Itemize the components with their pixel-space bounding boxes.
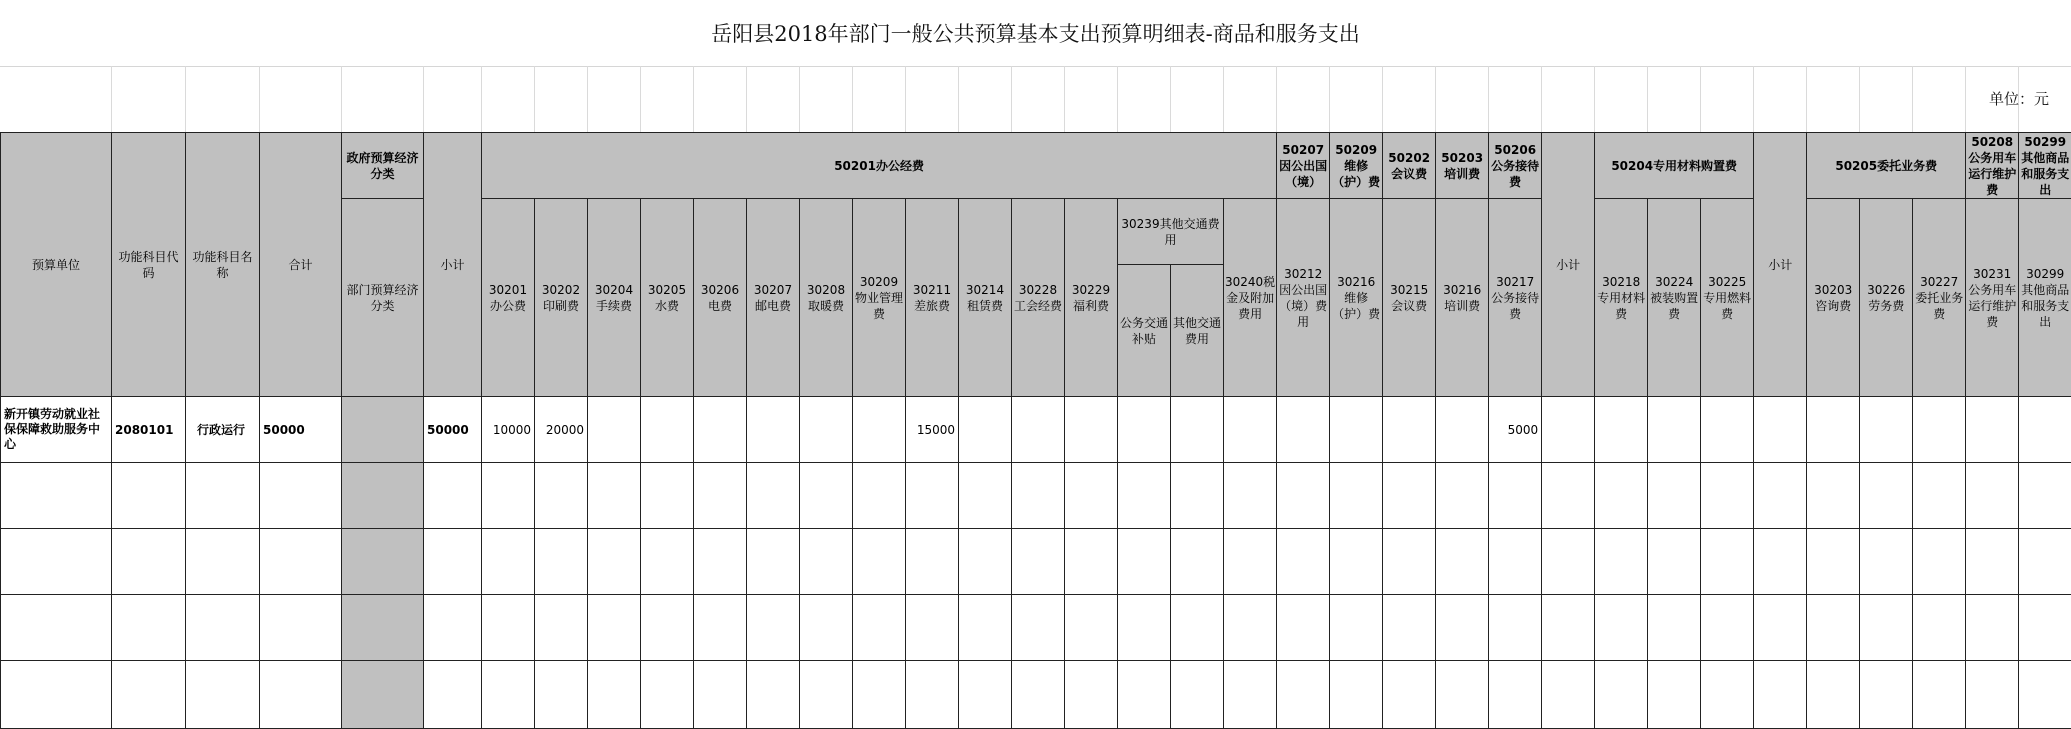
sheet-title: 岳阳县2018年部门一般公共预算基本支出预算明细表-商品和服务支出: [0, 0, 2071, 67]
grid-line: [1382, 66, 1383, 132]
header-gov-econ: 政府预算经济分类: [342, 133, 424, 199]
header-30231: 30231公务用车运行维护费: [1966, 199, 2019, 397]
header-30207: 30207邮电费: [747, 199, 800, 397]
grid-line: [341, 66, 342, 132]
cell-30224: [1648, 397, 1701, 463]
grid-line: [1488, 66, 1489, 132]
header-50204: 50204专用材料购置费: [1595, 133, 1754, 199]
table-row: [1, 529, 2071, 595]
grid-line: [958, 66, 959, 132]
grid-line: [1011, 66, 1012, 132]
cell-30231: [1966, 397, 2019, 463]
header-30239: 30239其他交通费用: [1118, 199, 1224, 265]
grid-line: [1276, 66, 1277, 132]
grid-line: [1594, 66, 1595, 132]
unit-label: 单位：元: [1989, 88, 2049, 109]
header-30216-repair: 30216维修（护）费: [1330, 199, 1383, 397]
header-30211: 30211差旅费: [906, 199, 959, 397]
cell-30211: 15000: [906, 397, 959, 463]
cell-30212: [1277, 397, 1330, 463]
header-30218: 30218专用材料费: [1595, 199, 1648, 397]
grid-line: [693, 66, 694, 132]
header-30215: 30215会议费: [1383, 199, 1436, 397]
grid-line: [1064, 66, 1065, 132]
cell-30206: [694, 397, 747, 463]
grid-line: [905, 66, 906, 132]
header-dept-econ: 部门预算经济分类: [342, 199, 424, 397]
header-30208: 30208取暖费: [800, 199, 853, 397]
grid-line: [1912, 66, 1913, 132]
cell-30227: [1913, 397, 1966, 463]
cell-unit: 新开镇劳动就业社保保障救助服务中心: [1, 397, 112, 463]
header-30228: 30228工会经费: [1012, 199, 1065, 397]
header-subtotal-2: 小计: [1542, 133, 1595, 397]
header-30206: 30206电费: [694, 199, 747, 397]
header-30226: 30226劳务费: [1860, 199, 1913, 397]
grid-line: [1806, 66, 1807, 132]
cell-30299: [2019, 397, 2071, 463]
grid-line: [534, 66, 535, 132]
header-subtotal-3: 小计: [1754, 133, 1807, 397]
header-30225: 30225专用燃料费: [1701, 199, 1754, 397]
grid-line: [746, 66, 747, 132]
header-30217: 30217公务接待费: [1489, 199, 1542, 397]
table-row: [1, 463, 2071, 529]
header-30227: 30227委托业务费: [1913, 199, 1966, 397]
cell-30215: [1383, 397, 1436, 463]
header-50207: 50207因公出国（境）: [1277, 133, 1330, 199]
header-50209: 50209维修（护）费: [1330, 133, 1383, 199]
cell-30226: [1860, 397, 1913, 463]
table-row: [1, 397, 2071, 463]
cell-30218: [1595, 397, 1648, 463]
grid-line: [1117, 66, 1118, 132]
cell-30240: [1224, 397, 1277, 463]
grid-line: [481, 66, 482, 132]
header-func-code: 功能科目代码: [112, 133, 186, 397]
cell-30228: [1012, 397, 1065, 463]
cell-30216-training: [1436, 397, 1489, 463]
table-row: [1, 595, 2071, 661]
header-30299: 30299其他商品和服务支出: [2019, 199, 2071, 397]
grid-line: [1647, 66, 1648, 132]
grid-line: [852, 66, 853, 132]
cell-dept-econ: [342, 397, 424, 463]
header-50299: 50299其他商品和服务支出: [2019, 133, 2071, 199]
grid-line: [1223, 66, 1224, 132]
grid-line: [259, 66, 260, 132]
header-30229: 30229福利费: [1065, 199, 1118, 397]
grid-line: [1329, 66, 1330, 132]
header-50201: 50201办公经费: [482, 133, 1277, 199]
header-30203: 30203咨询费: [1807, 199, 1860, 397]
header-func-name: 功能科目名称: [186, 133, 260, 397]
header-50202: 50202会议费: [1383, 133, 1436, 199]
cell-total: 50000: [260, 397, 342, 463]
grid-line: [640, 66, 641, 132]
cell-30207: [747, 397, 800, 463]
cell-func-name: 行政运行: [186, 397, 260, 463]
header-30224: 30224被装购置费: [1648, 199, 1701, 397]
cell-subtotal-2: [1542, 397, 1595, 463]
header-30204: 30204手续费: [588, 199, 641, 397]
grid-line: [423, 66, 424, 132]
grid-line: [1700, 66, 1701, 132]
cell-30239-other: [1171, 397, 1224, 463]
grid-line: [1541, 66, 1542, 132]
grid-line: [587, 66, 588, 132]
cell-30225: [1701, 397, 1754, 463]
cell-subtotal-3: [1754, 397, 1807, 463]
header-30201: 30201办公费: [482, 199, 535, 397]
cell-30201: 10000: [482, 397, 535, 463]
cell-30203: [1807, 397, 1860, 463]
grid-line: [111, 66, 112, 132]
header-subtotal: 小计: [424, 133, 482, 397]
cell-30208: [800, 397, 853, 463]
header-30202: 30202印刷费: [535, 199, 588, 397]
header-total: 合计: [260, 133, 342, 397]
header-50206: 50206公务接待费: [1489, 133, 1542, 199]
cell-30205: [641, 397, 694, 463]
header-row-1: [1, 133, 2071, 199]
cell-30216-repair: [1330, 397, 1383, 463]
header-30239-other: 其他交通费用: [1171, 265, 1224, 397]
grid-line: [1965, 66, 1966, 132]
header-50203: 50203培训费: [1436, 133, 1489, 199]
grid-line: [1859, 66, 1860, 132]
header-30216-training: 30216培训费: [1436, 199, 1489, 397]
cell-30209: [853, 397, 906, 463]
grid-line: [1753, 66, 1754, 132]
cell-30217: 5000: [1489, 397, 1542, 463]
header-30240: 30240税金及附加费用: [1224, 199, 1277, 397]
header-50205: 50205委托业务费: [1807, 133, 1966, 199]
grid-line: [185, 66, 186, 132]
grid-line: [1435, 66, 1436, 132]
cell-30204: [588, 397, 641, 463]
cell-30202: 20000: [535, 397, 588, 463]
header-30214: 30214租赁费: [959, 199, 1012, 397]
budget-table: [0, 132, 2071, 729]
header-50208: 50208公务用车运行维护费: [1966, 133, 2019, 199]
cell-subtotal: 50000: [424, 397, 482, 463]
header-30239-official: 公务交通补贴: [1118, 265, 1171, 397]
cell-func-code: 2080101: [112, 397, 186, 463]
header-30205: 30205水费: [641, 199, 694, 397]
cell-30229: [1065, 397, 1118, 463]
grid-line: [1170, 66, 1171, 132]
table-row: [1, 661, 2071, 729]
header-30209: 30209物业管理费: [853, 199, 906, 397]
cell-30239-official: [1118, 397, 1171, 463]
cell-30214: [959, 397, 1012, 463]
grid-line: [799, 66, 800, 132]
header-budget-unit: 预算单位: [1, 133, 112, 397]
header-30212: 30212因公出国（境）费用: [1277, 199, 1330, 397]
